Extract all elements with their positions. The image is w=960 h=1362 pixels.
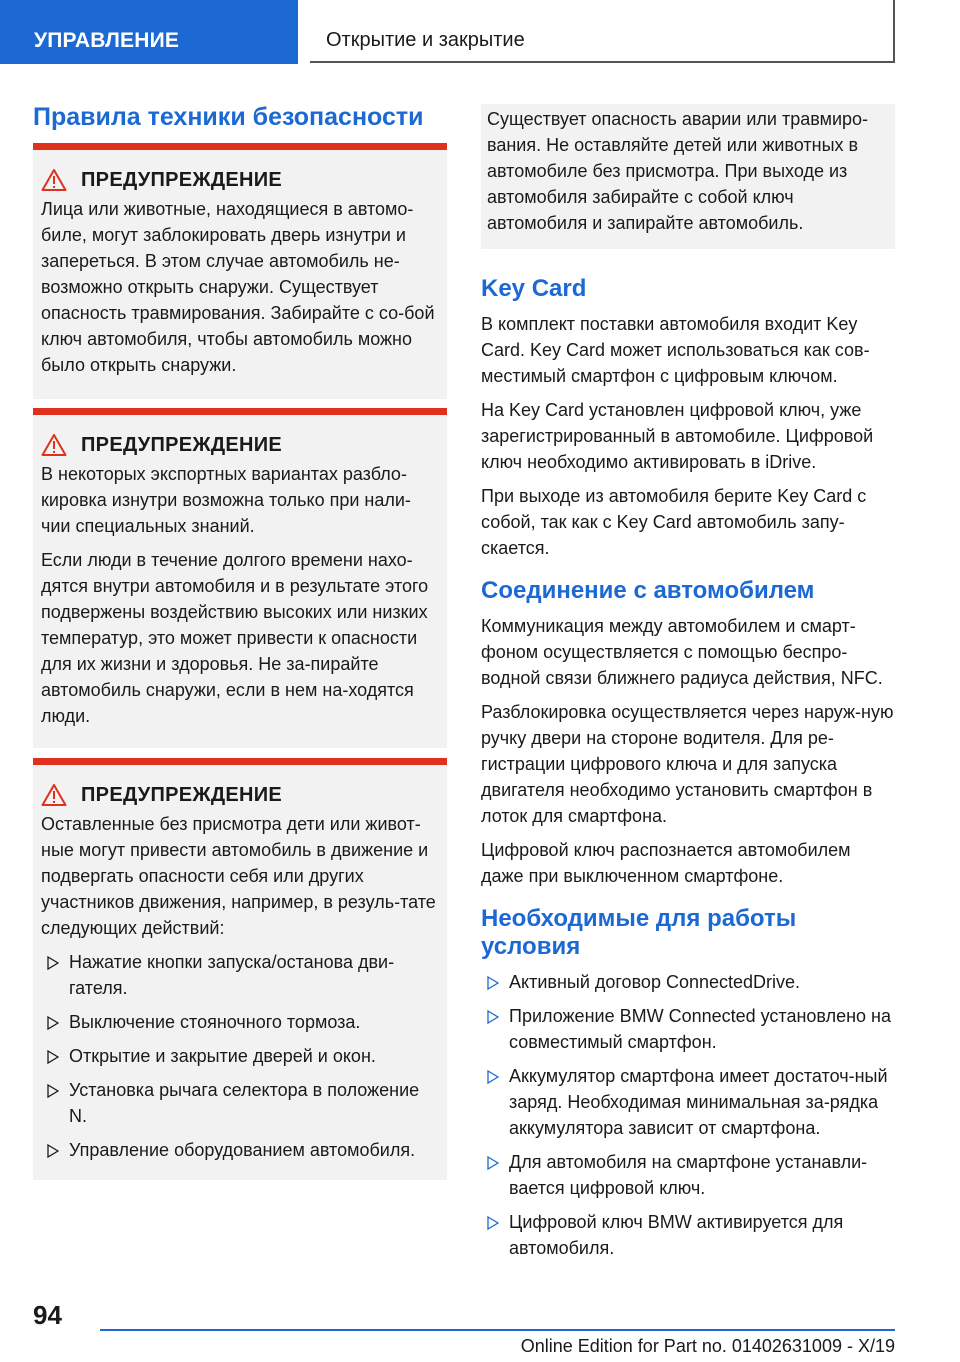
warning-label: ПРЕДУПРЕЖДЕНИЕ [81,783,283,806]
warning-text: В некоторых экспортных вариантах разбло-кировка изнутри возможна только при нали-чии специальных знаний. [41,464,411,536]
warning-header [41,433,439,457]
safety-heading: Правила техники безопасности [33,103,424,131]
bullet-triangle-icon [47,1016,59,1030]
paragraph: Коммуникация между автомобилем и смарт-фоном осуществляется с помощью беспро-водной связи ближнего радиуса действия, NFC. [481,616,883,688]
list-item: Управление оборудованием автомобиля. [41,1137,439,1163]
bullet-triangle-icon [487,1216,499,1230]
conditions-heading: Необходимые для работы условия [481,905,797,960]
bullet-triangle-icon [487,1070,499,1084]
paragraph: Разблокировка осуществляется через наруж-ную ручку двери на стороне водителя. Для ре-гистрации цифрового ключа и для запуска двигателя необходимо установить смартфон в лоток для смартфона. [481,702,894,826]
list-item: Для автомобиля на смартфоне устанавли-вается цифровой ключ. [481,1149,895,1201]
section-tab[interactable]: УПРАВЛЕНИЕ [0,0,298,64]
warning-text: Оставленные без присмотра дети или живот-ные могут привести автомобиль в движение и подвергать опасности себя или других участников движения, например, в резуль-тате следующих действий: [41,814,436,938]
edition-link[interactable]: Online Edition for Part no. 01402631009 - X/19 [520,1336,895,1356]
right-column-content [481,275,895,1269]
warning-header [41,783,439,807]
warning-label: ПРЕДУПРЕЖДЕНИЕ [81,433,283,456]
bullet-triangle-icon [487,1010,499,1024]
warning-label: ПРЕДУПРЕЖДЕНИЕ [81,168,283,191]
warning-box-3 [33,758,447,1180]
chapter-title: Открытие и закрытие [326,29,525,51]
conditions-list [481,969,895,1261]
bullet-triangle-icon [487,976,499,990]
paragraph: Цифровой ключ распознается автомобилем даже при выключенном смартфоне. [481,840,851,886]
warning-triangle-icon [41,168,67,192]
list-item: Установка рычага селектора в положение N. [41,1077,439,1129]
footer-divider [100,1329,895,1331]
warning-action-list [41,949,439,1163]
list-item: Выключение стояночного тормоза. [41,1009,439,1035]
warning-continuation-box [481,104,895,249]
list-item: Активный договор ConnectedDrive. [481,969,895,995]
warning-text: Если люди в течение долгого времени нахо-дятся внутри автомобиля и в результате этого подвержены воздействию высоких или низких температур, это может привести к опасности для их жизни и здоровья. Не за-пирайте автомобиль снаружи, если в нем на-ходятся люди. [41,550,429,726]
warning-box-1 [33,143,447,399]
paragraph: На Key Card установлен цифровой ключ, уже зарегистрированный в автомобиле. Цифровой ключ необходимо активировать в iDrive. [481,400,874,472]
list-item: Нажатие кнопки запуска/останова дви-гателя. [41,949,439,1001]
list-item: Приложение BMW Connected установлено на совместимый смартфон. [481,1003,895,1055]
bullet-triangle-icon [47,956,59,970]
bullet-triangle-icon [47,1050,59,1064]
warning-triangle-icon [41,783,67,807]
paragraph: При выходе из автомобиля берите Key Card с собой, так как с Key Card автомобиль запу-скается. [481,486,867,558]
list-item: Аккумулятор смартфона имеет достаточ-ный заряд. Необходимая минимальная за-рядка аккумулятора зависит от смартфона. [481,1063,895,1141]
warning-continuation-text: Существует опасность аварии или травмиро-вания. Не оставляйте детей или животных в автомобиле без присмотра. При выходе из автомобиля забирайте с собой ключ автомобиля и запирайте автомобиль. [487,109,869,233]
warning-text: Лица или животные, находящиеся в автомо-биле, могут заблокировать дверь изнутри и запереться. В этом случае автомобиль не-возможно открыть снаружи. Существует опасность травмирования. Забирайте с со-бой ключ автомобиля, чтобы автомобиль можно было открыть снаружи. [41,199,435,375]
chapter-header [310,0,895,63]
list-item: Открытие и закрытие дверей и окон. [41,1043,439,1069]
paragraph: В комплект поставки автомобиля входит Key Card. Key Card может использоваться как сов-местимый смартфон с цифровым ключом. [481,314,870,386]
warning-header [41,168,439,192]
warning-triangle-icon [41,433,67,457]
bullet-triangle-icon [47,1084,59,1098]
bullet-triangle-icon [487,1156,499,1170]
connection-heading: Соединение с автомобилем [481,577,815,604]
key-card-heading: Key Card [481,275,587,302]
page-number: 94 [33,1300,62,1330]
bullet-triangle-icon [47,1144,59,1158]
list-item: Цифровой ключ BMW активируется для автомобиля. [481,1209,895,1261]
warning-box-2 [33,408,447,748]
